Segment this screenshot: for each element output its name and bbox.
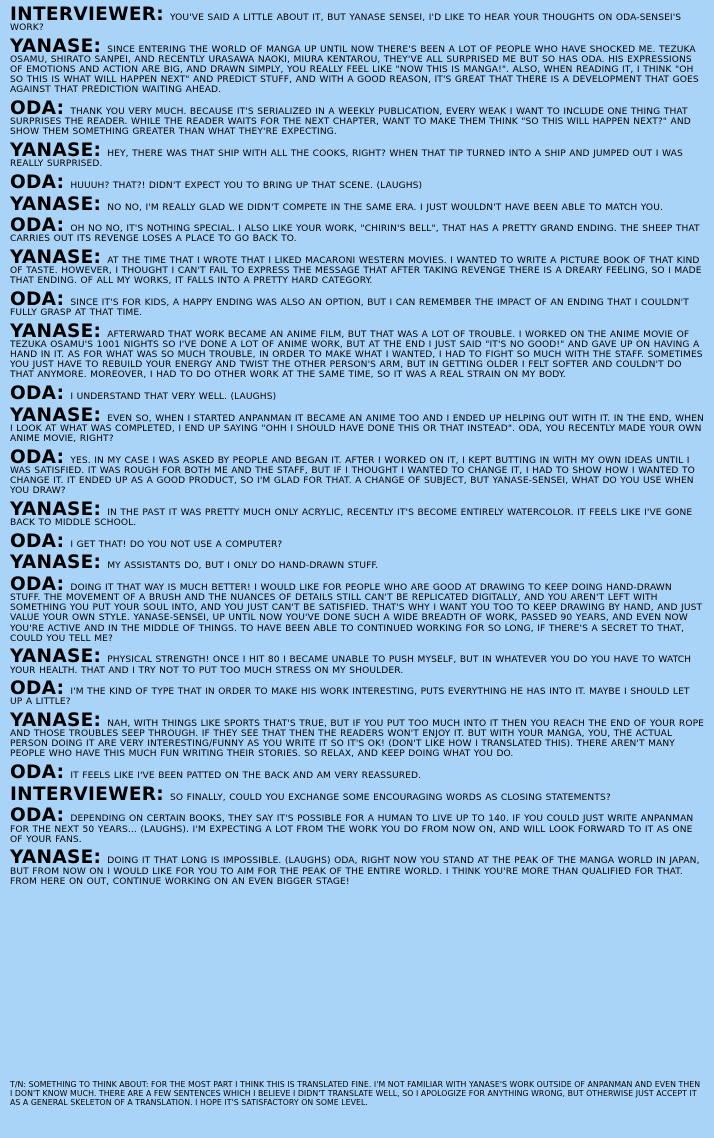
dialogue-text: SINCE ENTERING THE WORLD OF MANGA UP UNTIL NOW THERE'S BEEN A LOT OF PEOPLE WHO HAVE SHOCKED ME. TEZUKA OSAMU, SHIRATO SANPEI, AND RECENTLY URASAWA NAOKI, MIURA KENTAROU, THEY'VE ALL SURPRISED ME BUT SO HAS ODA. HIS EXPRESSIONS OF EMOTIONS AND ACTION ARE BIG, AND DRAWN SIMPLY, YOU REALLY FEEL LIKE "NOW THIS IS MANGA!". ALSO, WHEN READING IT, I THINK "OH SO THIS IS WHAT WILL HAPPEN NEXT" AND PREDICT STUFF, AND WITH A GOOD REASON, IT'S GREAT THAT THERE IS A DEVELOPMENT THAT GOES AGAINST THAT PREDICTION WAITING AHEAD. — [10, 44, 699, 96]
speaker-name: ODA: — [10, 383, 65, 405]
dialogue-entry — [10, 171, 704, 193]
dialogue-text: AT THE TIME THAT I WROTE THAT I LIKED MACARONI WESTERN MOVIES. I WANTED TO WRITE A PICTURE BOOK OF THAT KIND OF TASTE. HOWEVER, I THOUGHT I CAN'T FAIL TO EXPRESS THE MESSAGE THAT AFTER TAKING REVENGE THERE IS A DREARY FEELING, SO I MADE THAT ENDING. OF ALL MY WORKS, IT FALLS INTO A PRETTY HARD CATEGORY. — [10, 256, 702, 287]
dialogue-entry — [10, 140, 704, 170]
dialogue-text: I GET THAT! DO YOU NOT USE A COMPUTER? — [70, 539, 283, 550]
speaker-name: YANASE: — [10, 552, 102, 574]
speaker-name: ODA: — [10, 215, 65, 237]
dialogue-text: YES. IN MY CASE I WAS ASKED BY PEOPLE AND BEGAN IT. AFTER I WORKED ON IT, I KEPT BUTTING IN WITH MY OWN IDEAS UNTIL I WAS SATISFIED. IT WAS ROUGH FOR BOTH ME AND THE STAFF, BUT IF I THOUGHT I WANTED TO CHANGE IT, I HAD TO SHOW HOW I WANTED TO CHANGE IT. IT ENDED UP AS A GOOD PRODUCT, SO I'M GLAD FOR THAT. A CHANGE OF SUBJECT, BUT YANASE-SENSEI, WHAT DO YOU USE WHEN YOU DRAW? — [10, 455, 695, 497]
speaker-name: INTERVIEWER: — [10, 4, 164, 25]
dialogue-entry — [10, 383, 704, 405]
speaker-name: YANASE: — [10, 847, 102, 869]
dialogue-text: IT FEELS LIKE I'VE BEEN PATTED ON THE BACK AND AM VERY REASSURED. — [70, 771, 422, 782]
dialogue-text: DOING IT THAT WAY IS MUCH BETTER! I WOULD LIKE FOR PEOPLE WHO ARE GOOD AT DRAWING TO KEEP DOING HAND-DRAWN STUFF. THE MOVEMENT OF A BRUSH AND THE NUANCES OF DETAILS STILL CAN'T BE REPLICATED DIGITALLY, AND YOU AREN'T LEFT WITH SOMETHING YOU PUT YOUR SOUL INTO, AND YOU JUST CAN'T BE SATISFIED. THAT'S WHY I WANT YOU TOO TO KEEP DRAWING BY HAND, AND JUST VALUE YOUR OWN STYLE. YANASE-SENSEI, UP UNTIL NOW YOU'VE DONE SUCH A WIDE BREADTH OF WORK, PASSED 90 YEARS, AND EVEN NOW YOU'RE ACTIVE AND IN THE MIDDLE OF THINGS. TO HAVE BEEN ABLE TO CONTINUED WORKING FOR SO LONG, IF THERE'S A SECRET TO THAT, COULD YOU TELL ME? — [10, 582, 703, 644]
dialogue-text: EVEN SO, WHEN I STARTED ANPANMAN IT BECAME AN ANIME TOO AND I ENDED UP HELPING OUT WITH IT. IN THE END, WHEN I LOOK AT WHAT WAS COMPLETED, I END UP SAYING "OHH I SHOULD HAVE DONE THIS OR THAT INSTEAD". ODA, YOU RECENTLY MADE YOUR OWN ANIME MOVIE, RIGHT? — [10, 413, 704, 445]
dialogue-entry — [10, 446, 704, 497]
dialogue-entry — [10, 498, 704, 528]
dialogue-text: OH NO NO, IT'S NOTHING SPECIAL. I ALSO LIKE YOUR WORK, "CHIRIN'S BELL", THAT HAS A PRETTY GRAND ENDING. THE SHEEP THAT CARRIES OUT ITS REVENGE LOSES A PLACE TO GO BACK TO. — [10, 224, 700, 245]
dialogue-text: NO NO, I'M REALLY GLAD WE DIDN'T COMPETE IN THE SAME ERA. I JUST WOULDN'T HAVE BEEN ABLE TO MATCH YOU. — [107, 202, 663, 213]
dialogue-entry — [10, 193, 704, 215]
dialogue-text: I UNDERSTAND THAT VERY WELL. (LAUGHS) — [70, 392, 277, 403]
dialogue-text: MY ASSISTANTS DO, BUT I ONLY DO HAND-DRAWN STUFF. — [107, 561, 379, 572]
dialogue-entry — [10, 710, 705, 760]
dialogue-text: YOU'VE SAID A LITTLE ABOUT IT, BUT YANASE SENSEI, I'D LIKE TO HEAR YOUR THOUGHTS ON ODA-SENSEI'S WORK? — [10, 13, 682, 34]
dialogue-entry — [10, 805, 704, 845]
dialogue-entry — [10, 288, 704, 319]
dialogue-text: DOING IT THAT LONG IS IMPOSSIBLE. (LAUGHS) ODA, RIGHT NOW YOU STAND AT THE PEAK OF THE MANGA WORLD IN JAPAN, BUT FROM NOW ON I WOULD LIKE FOR YOU TO AIM FOR THE PEAK OF THE ENTIRE WORLD. I THINK YOU'RE MORE THAN QUALIFIED FOR THAT. FROM HERE ON OUT, CONTINUE WORKING ON AN EVEN BIGGER STAGE! — [10, 856, 700, 887]
dialogue-text: HUUUH? THAT?! DIDN'T EXPECT YOU TO BRING UP THAT SCENE. (LAUGHS) — [70, 180, 423, 191]
dialogue-text: HEY, THERE WAS THAT SHIP WITH ALL THE COOKS, RIGHT? WHEN THAT TIP TURNED INTO A SHIP AND JUMPED OUT I WAS REALLY SURPRISED. — [10, 149, 683, 170]
dialogue-entry — [10, 783, 704, 805]
speaker-name: ODA: — [10, 530, 65, 552]
dialogue-text: AFTERWARD THAT WORK BECAME AN ANIME FILM, BUT THAT WAS A LOT OF TROUBLE. I WORKED ON THE ANIME MOVIE OF TEZUKA OSAMU'S 1001 NIGHTS SO I'VE DONE A LOT OF ANIME WORK, BUT AT THE END I JUST SAID "IT'S NO GOOD!" AND GAVE UP ON HAVING A HAND IN IT. AS FOR WHAT WAS SO MUCH TROUBLE, IN ORDER TO MAKE WHAT I WANTED, I HAD TO FIGHT SO MUCH WITH THE STAFF. SOMETIMES YOU JUST HAVE TO REBUILD YOUR ENERGY AND TWIST THE OTHER PERSON'S ARM, BUT IN GETTING OLDER I FELT SOFTER AND COULDN'T DO THAT ANYMORE. MOREOVER, I HAD TO DO OTHER WORK AT THE SAME TIME, SO IT WAS A REAL STRAIN ON MY BODY. — [10, 329, 703, 381]
speaker-name: YANASE: — [10, 404, 102, 426]
speaker-name: INTERVIEWER: — [10, 783, 164, 805]
speaker-name: YANASE: — [10, 320, 102, 342]
dialogue-entry — [10, 678, 704, 708]
speaker-name: ODA: — [10, 288, 65, 310]
dialogue-entry — [10, 762, 704, 784]
dialogue-text: SINCE IT'S FOR KIDS, A HAPPY ENDING WAS ALSO AN OPTION, BUT I CAN REMEMBER THE IMPACT OF AN ENDING THAT I COULDN'T FULLY GRASP AT THAT TIME. — [10, 297, 689, 319]
speaker-name: ODA: — [10, 678, 65, 700]
dialogue-entry — [10, 4, 704, 34]
dialogue-text: IN THE PAST IT WAS PRETTY MUCH ONLY ACRYLIC, RECENTLY IT'S BECOME ENTIRELY WATERCOLOR. IT FEELS LIKE I'VE GONE BACK TO MIDDLE SCHOOL. — [10, 507, 693, 528]
dialogue-entry — [10, 35, 704, 96]
speaker-name: YANASE: — [10, 140, 102, 162]
dialogue-entry — [10, 98, 704, 138]
speaker-name: YANASE: — [10, 193, 102, 215]
dialogue-entry — [10, 247, 704, 287]
dialogue-text: THANK YOU VERY MUCH. BECAUSE IT'S SERIALIZED IN A WEEKLY PUBLICATION, EVERY WEAK I WANT TO INCLUDE ONE THING THAT SURPRISES THE READER. WHILE THE READER WAITS FOR THE NEXT CHAPTER, WANT TO MAKE THEM THINK "SO THIS WILL HAPPEN NEXT?" AND SHOW THEM SOMETHING GREATER THAN WHAT THEY'RE EXPECTING. — [10, 107, 691, 138]
speaker-name: ODA: — [10, 762, 65, 784]
dialogue-entry — [10, 573, 704, 644]
speaker-name: ODA: — [10, 171, 65, 193]
dialogue-text: SO FINALLY, COULD YOU EXCHANGE SOME ENCOURAGING WORDS AS CLOSING STATEMENTS? — [170, 792, 611, 803]
dialogue-text: NAH, WITH THINGS LIKE SPORTS THAT'S TRUE, BUT IF YOU PUT TOO MUCH INTO IT THEN YOU REACH THE END OF YOUR ROPE AND THOSE TROUBLES SEEP THROUGH. IF THEY SEE THAT THEN THE READERS WON'T ENJOY IT. BUT WITH YOUR MANGA, YOU, THE ACTUAL PERSON DOING IT ARE VERY INTERESTING/FUNNY AS YOU WRITE IT SO IT'S OK! (DON'T LIKE HOW I TRANSLATED THIS). THERE AREN'T MANY PEOPLE WHO HAVE THIS MUCH FUN WRITING THEIR STORIES. SO RELAX, AND KEEP DOING WHAT YOU DO. — [10, 719, 705, 760]
speaker-name: YANASE: — [10, 710, 102, 731]
speaker-name: YANASE: — [10, 35, 102, 57]
dialogue-text: DEPENDING ON CERTAIN BOOKS, THEY SAY IT'S POSSIBLE FOR A HUMAN TO LIVE UP TO 140. IF YOU COULD JUST WRITE ANPANMAN FOR THE NEXT 50 YEARS... (LAUGHS). I'M EXPECTING A LOT FROM THE WORK YOU DO FROM NOW ON, AND WILL LOOK FORWARD TO IT AS ONE OF YOUR FANS. — [10, 814, 694, 845]
dialogue-entry — [10, 847, 704, 887]
dialogue-entry — [10, 215, 704, 245]
dialogue-entry — [10, 320, 704, 381]
speaker-name: ODA: — [10, 446, 65, 468]
dialogue-entry — [10, 530, 704, 552]
speaker-name: YANASE: — [10, 498, 102, 520]
translator-note: T/N: SOMETHING TO THINK ABOUT: FOR THE MOST PART I THINK THIS IS TRANSLATED FINE. I'M NOT FAMILIAR WITH YANASE'S WORK OUTSIDE OF ANPANMAN AND EVEN THEN I DON'T KNOW MUCH. THERE ARE A FEW SENTENCES WHICH I BELIEVE I DIDN'T TRANSLATE WELL, SO I APOLOGIZE FOR ANYTHING WRONG, BUT OTHERWISE JUST ACCEPT IT AS A GENERAL SKELETON OF A TRANSLATION. I HOPE IT'S SATISFACTORY ON SOME LEVEL. — [10, 1080, 701, 1108]
dialogue-entry — [10, 552, 704, 574]
dialogue-entry — [10, 646, 704, 676]
dialogue-entry — [10, 404, 704, 445]
speaker-name: ODA: — [10, 805, 65, 827]
speaker-name: YANASE: — [10, 646, 102, 668]
speaker-name: YANASE: — [10, 247, 102, 268]
dialogue-text: I'M THE KIND OF TYPE THAT IN ORDER TO MAKE HIS WORK INTERESTING, PUTS EVERYTHING HE HAS INTO IT. MAYBE I SHOULD LET UP A LITTLE? — [10, 687, 690, 708]
speaker-name: ODA: — [10, 98, 65, 120]
dialogue-text: PHYSICAL STRENGTH! ONCE I HIT 80 I BECAME UNABLE TO PUSH MYSELF, BUT IN WHATEVER YOU DO YOU HAVE TO WATCH YOUR HEALTH. THAT AND I TRY NOT TO PUT TOO MUCH STRESS ON MY SHOULDER. — [10, 655, 692, 676]
speaker-name: ODA: — [10, 573, 65, 595]
